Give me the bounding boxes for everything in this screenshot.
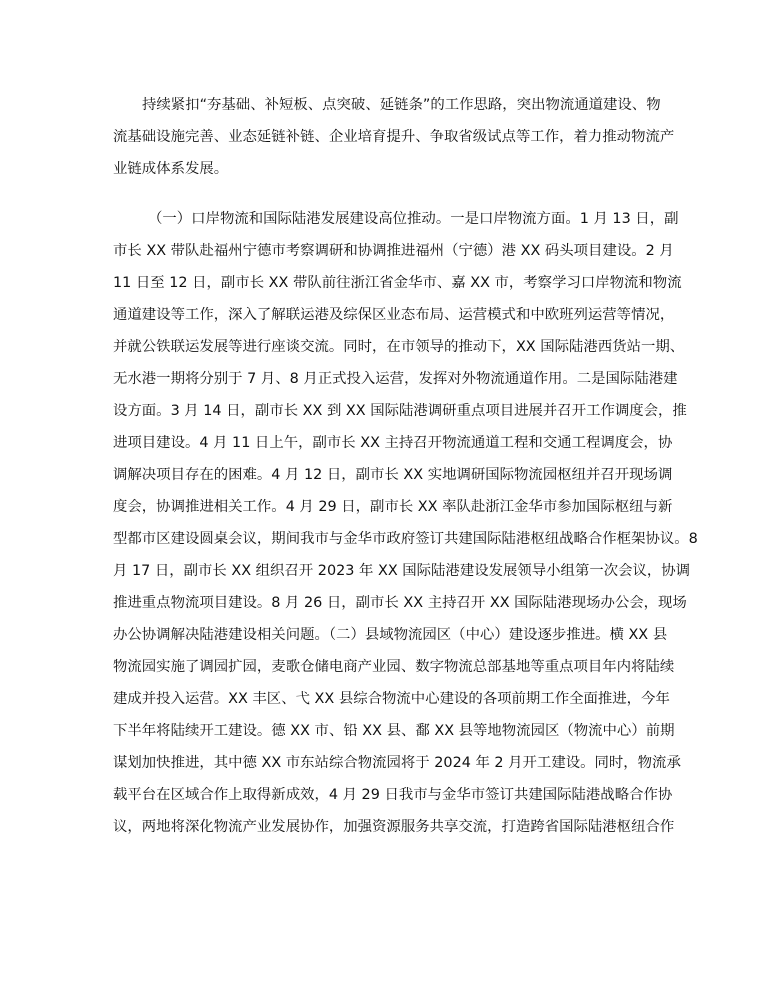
- text-line: 办公协调解决陆港建设相关问题。（二）县域物流园区（中心）建设逐步推进。横 XX 县: [113, 627, 668, 643]
- text-line: 载平台在区域合作上取得新成效，4 月 29 日我市与金华市签订共建国际陆港战略合作协: [113, 787, 673, 803]
- text-line: 谋划加快推进，其中德 XX 市东站综合物流园将于 2024 年 2 月开工建设。同时，物流承: [113, 755, 681, 771]
- text-line: [113, 939, 658, 971]
- text-line: 设方面。3 月 14 日，副市长 XX 到 XX 国际陆港调研重点项目进展并召开工作调度会，推: [113, 403, 687, 419]
- text-line: [113, 875, 658, 907]
- text-line: 推进重点物流项目建设。8 月 26 日，副市长 XX 主持召开 XX 国际陆港现场办公会，现场: [113, 595, 687, 611]
- text-line: 建成并投入运营。XX 丰区、弋 XX 县综合物流中心建设的各项前期工作全面推进，今年: [113, 691, 670, 707]
- text-line: 下半年将陆续开工建设。德 XX 市、铅 XX 县、鄱 XX 县等地物流园区（物流中心）前期: [113, 723, 675, 739]
- text-line: 并就公铁联运发展等进行座谈交流。同时，在市领导的推动下，XX 国际陆港西货站一期、: [113, 339, 685, 355]
- text-line: 度会，协调推进相关工作。4 月 29 日，副市长 XX 率队赴浙江金华市参加国际枢纽与新: [113, 499, 673, 515]
- text-line: 物流园实施了调园扩园，麦歌仓储电商产业园、数字物流总部基地等重点项目年内将陆续: [113, 659, 675, 675]
- text-line: 业链成体系发展。: [113, 161, 229, 177]
- text-line: （一）口岸物流和国际陆港发展建设高位推动。一是口岸物流方面。1 月 13 日，副: [148, 211, 679, 227]
- paragraph-2: [113, 203, 698, 971]
- text-line: 月 17 日，副市长 XX 组织召开 2023 年 XX 国际陆港建设发展领导小组第一次会议，协调: [113, 563, 691, 579]
- text-line: 11 日至 12 日，副市长 XX 带队前往浙江省金华市、嘉 XX 市，考察学习口岸物流和物流: [113, 275, 682, 291]
- text-line: 无水港一期将分别于 7 月、8 月正式投入运营，发挥对外物流通道作用。二是国际陆港建: [113, 371, 678, 387]
- text-line: 进项目建设。4 月 11 日上午，副市长 XX 主持召开物流通道工程和交通工程调度会，协: [113, 435, 673, 451]
- paragraph-1: [113, 89, 675, 185]
- text-line: [113, 843, 658, 875]
- text-line: [113, 907, 658, 939]
- text-line: 型都市区建设圆桌会议，期间我市与金华市政府签订共建国际陆港枢纽战略合作框架协议。8: [113, 531, 698, 547]
- text-line: 市长 XX 带队赴福州宁德市考察调研和协调推进福州（宁德）港 XX 码头项目建设。2 月: [113, 243, 674, 259]
- text-line: 流基础设施完善、业态延链补链、企业培育提升、争取省级试点等工作，着力推动物流产: [113, 129, 675, 145]
- text-line: 议，两地将深化物流产业发展协作，加强资源服务共享交流，打造跨省国际陆港枢纽合作: [113, 819, 675, 835]
- text-line: 通道建设等工作，深入了解联运港及综保区业态布局、运营模式和中欧班列运营等情况，: [113, 307, 675, 323]
- paragraph-gap: [113, 185, 658, 203]
- document-body: [113, 89, 698, 971]
- text-line: 持续紧扣“夯基础、补短板、点突破、延链条”的工作思路，突出物流通道建设、物: [142, 97, 661, 113]
- text-line: 调解决项目存在的困难。4 月 12 日，副市长 XX 实地调研国际物流园枢纽并召开现场调: [113, 467, 673, 483]
